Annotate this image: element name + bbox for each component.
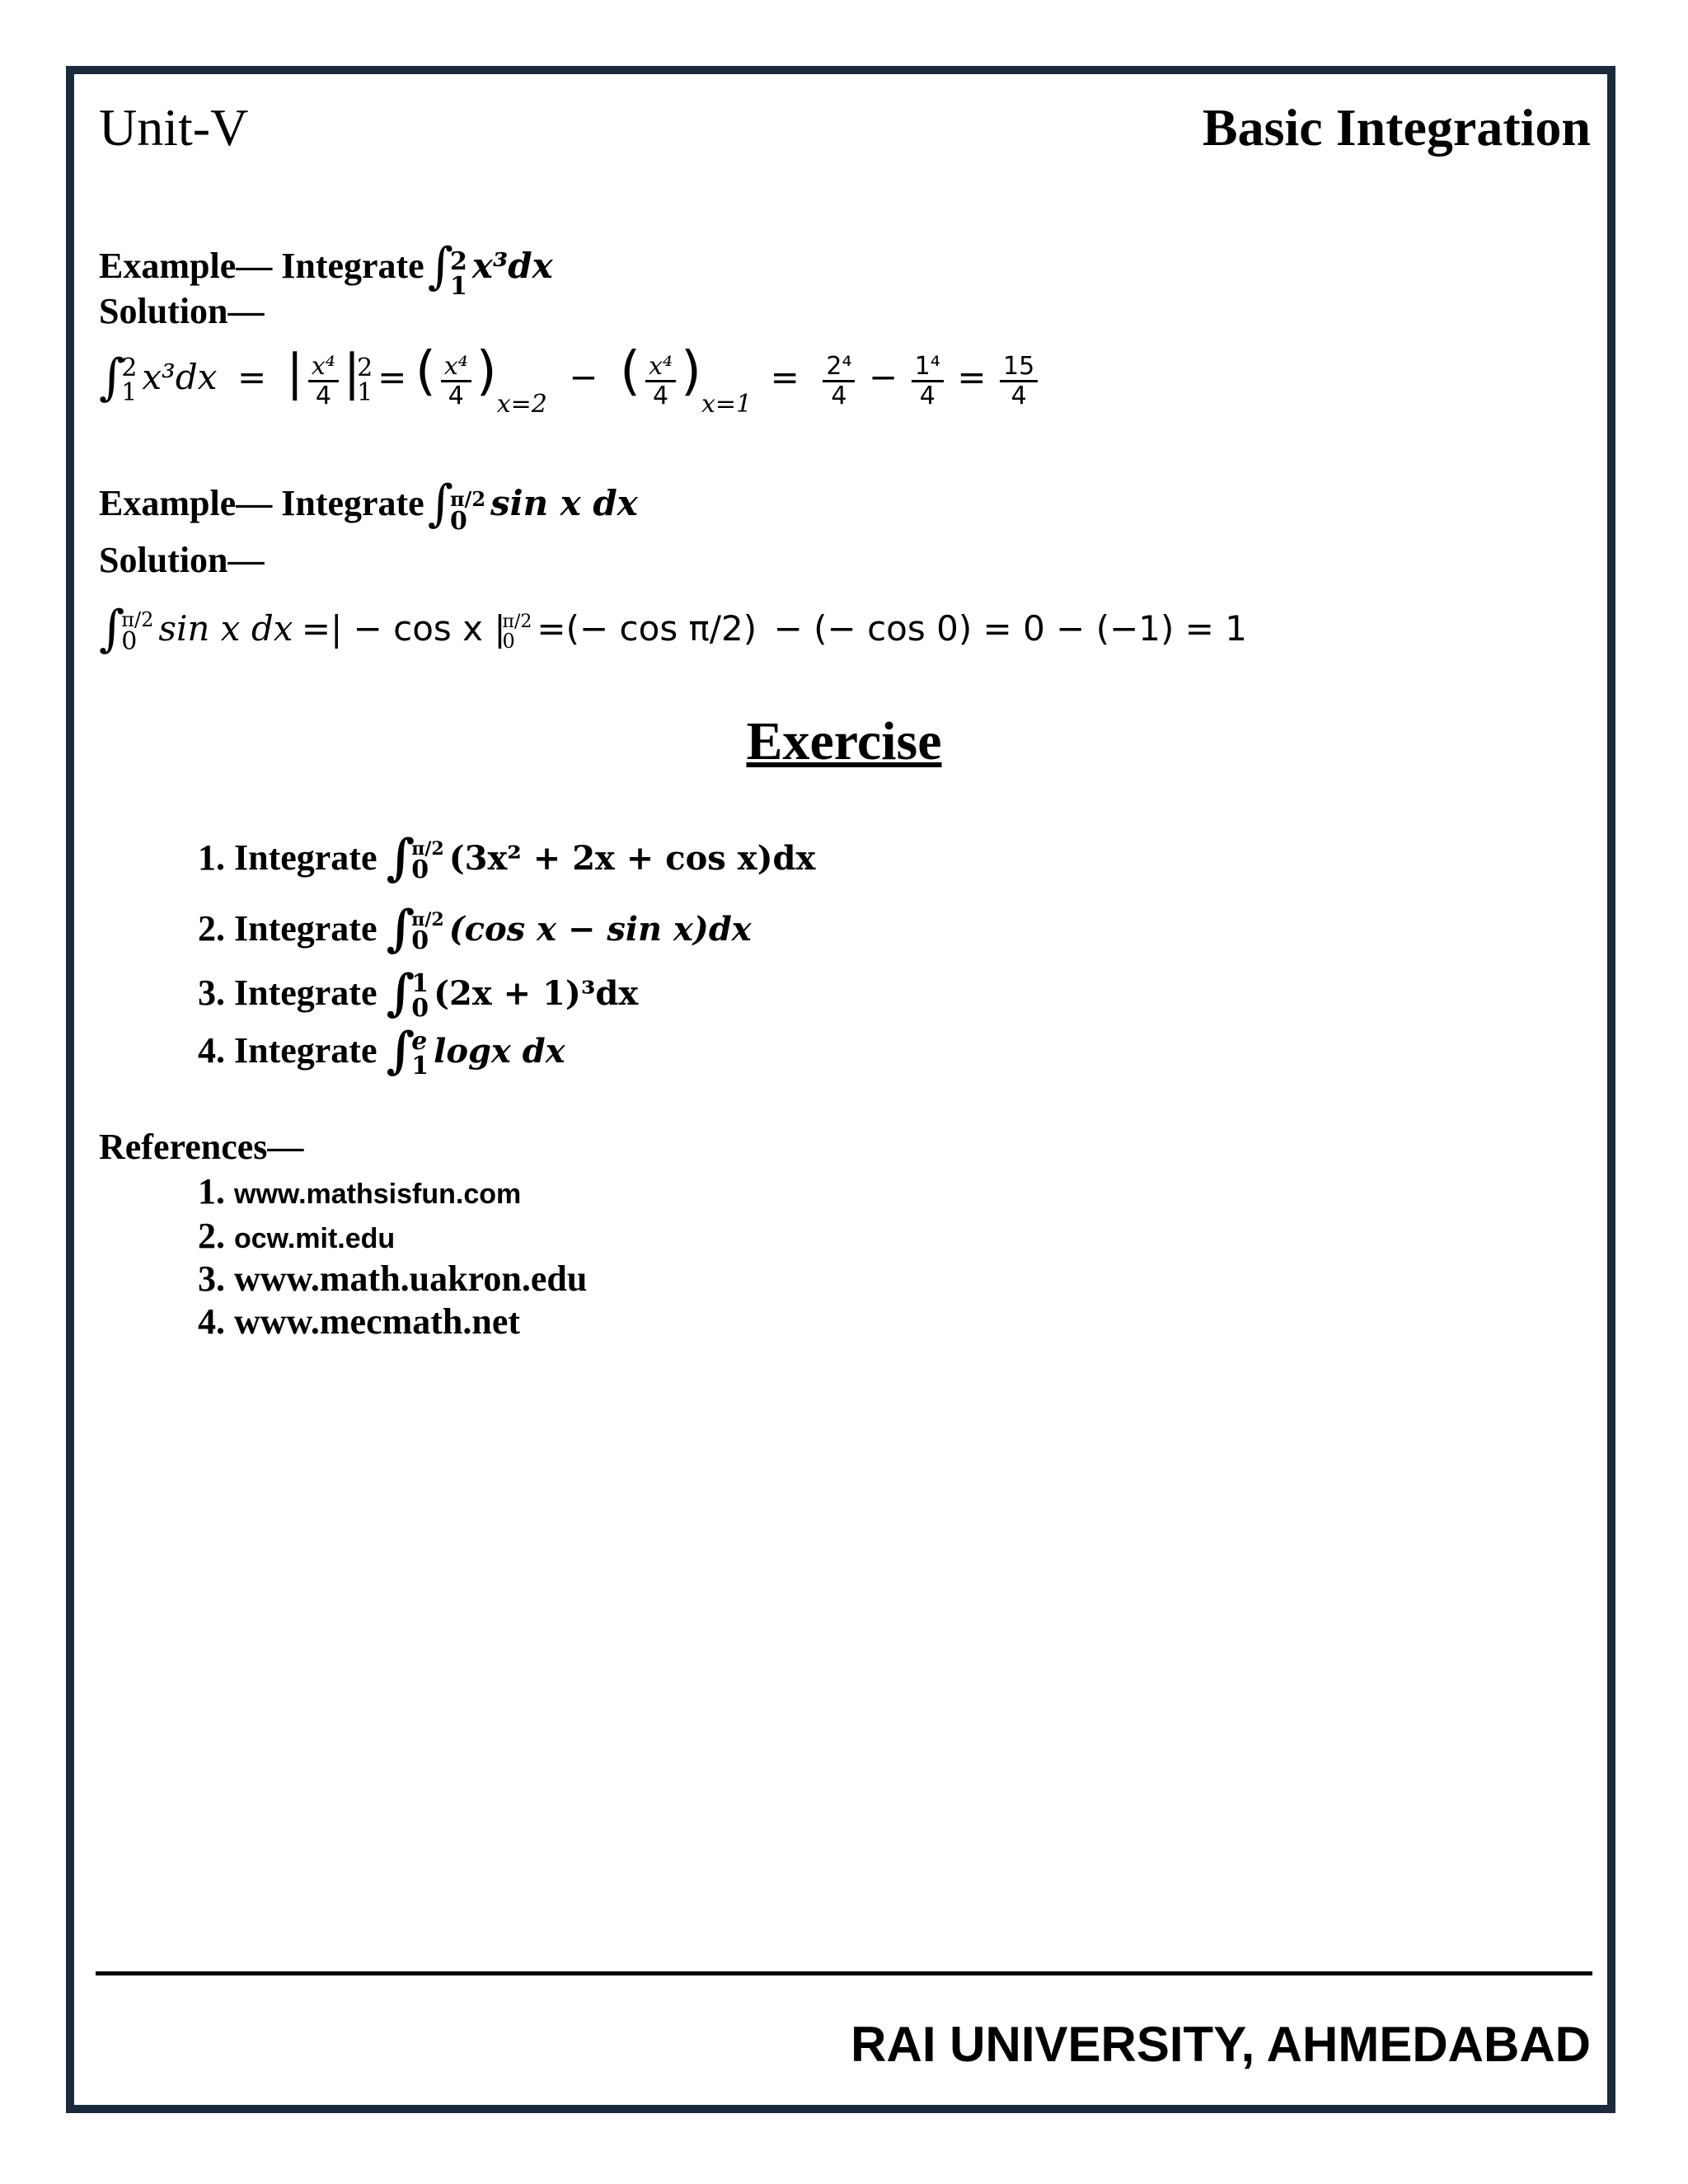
result: − (− cos 0) = 0 − (−1) = 1	[773, 608, 1248, 649]
upper-limit: e	[411, 1026, 428, 1056]
fraction	[441, 353, 471, 410]
example-1-label: Example— Integrate	[99, 246, 424, 286]
upper-limit: π/2	[502, 612, 532, 633]
integrand: logx dx	[434, 1032, 565, 1071]
item-number: 2.	[198, 908, 225, 949]
denominator: 4	[315, 381, 331, 410]
fraction	[645, 353, 676, 410]
fraction	[308, 353, 339, 410]
lower-limit: 1	[449, 272, 467, 302]
reference-item-1	[198, 1170, 521, 1212]
integral-sign: ∫	[99, 349, 125, 406]
fraction	[912, 353, 944, 410]
item-number: 2.	[198, 1216, 225, 1256]
integral-limits	[411, 837, 444, 884]
integrand: (cos x − sin x)dx	[448, 910, 752, 949]
equals: =	[237, 357, 267, 397]
item-label: Integrate	[234, 837, 377, 878]
denominator: 4	[831, 381, 847, 410]
upper-limit: 2	[449, 247, 467, 277]
integral-sign: ∫	[386, 829, 415, 887]
reference-link[interactable]: www.mecmath.net	[234, 1301, 521, 1342]
lower-limit: 0	[121, 627, 138, 657]
integrand: sin x dx	[490, 483, 638, 523]
equals: =	[377, 357, 407, 397]
integral-limits	[411, 908, 444, 955]
exercise-item-1	[198, 824, 816, 887]
example-1-solution-label: Solution—	[99, 291, 265, 331]
topic-title: Basic Integration	[1202, 98, 1591, 157]
lower-limit: 0	[449, 507, 467, 537]
reference-item-4	[198, 1301, 520, 1343]
numerator: x⁴	[645, 353, 676, 382]
reference-link[interactable]: ocw.mit.edu	[234, 1223, 396, 1254]
bar: |	[286, 344, 303, 401]
integrand: (2x + 1)³dx	[434, 974, 639, 1013]
paren: (	[415, 341, 436, 402]
integral-sign: ∫	[386, 900, 415, 958]
integral-sign: ∫	[427, 475, 453, 532]
eval-limits	[502, 612, 532, 654]
lower-limit: 1	[411, 1051, 429, 1080]
lower-limit: 0	[411, 855, 429, 884]
reference-item-2	[198, 1215, 395, 1257]
integrand: (3x² + 2x + cos x)dx	[448, 839, 816, 878]
exercise-item-3	[198, 959, 638, 1021]
equals: =	[770, 357, 799, 397]
integral-limits	[121, 608, 154, 657]
upper-limit: π/2	[449, 487, 486, 512]
item-number: 4.	[198, 1030, 225, 1071]
integrand: x³dx	[471, 246, 553, 286]
fraction	[823, 353, 855, 410]
integral-sign: ∫	[99, 600, 125, 658]
upper-limit: π/2	[121, 608, 154, 632]
lower-limit: 1	[121, 378, 138, 408]
lower-limit: 0	[411, 926, 429, 955]
evaluated-upper: (− cos π/2)	[565, 608, 757, 649]
reference-link[interactable]: www.math.uakron.edu	[234, 1258, 588, 1299]
subscript: x=1	[701, 390, 753, 419]
upper-limit: π/2	[411, 837, 444, 860]
example-2-solution-label: Solution—	[99, 540, 265, 580]
denominator: 4	[448, 381, 464, 410]
exercise-item-4	[198, 1017, 565, 1079]
item-number: 1.	[198, 837, 225, 878]
example-2-solution	[99, 595, 1248, 658]
numerator: 1⁴	[912, 353, 944, 382]
exercise-title: Exercise	[746, 711, 942, 771]
numerator: 2⁴	[823, 353, 855, 382]
item-number: 1.	[198, 1171, 225, 1212]
upper-limit: 2	[357, 354, 373, 383]
example-2-label: Example— Integrate	[99, 483, 424, 523]
example-2-heading	[99, 470, 638, 537]
item-number: 4.	[198, 1301, 225, 1342]
item-label: Integrate	[234, 972, 377, 1013]
references-title: References—	[99, 1127, 304, 1167]
paren: )	[476, 341, 497, 402]
minus: −	[868, 357, 898, 397]
denominator: 4	[1010, 381, 1027, 410]
reference-link[interactable]: www.mathsisfun.com	[234, 1179, 522, 1210]
item-number: 3.	[198, 1258, 225, 1299]
eval-limits	[357, 354, 373, 408]
integral-sign: ∫	[427, 237, 453, 295]
solution-lhs: x³dx	[142, 357, 218, 397]
equals: =	[957, 357, 987, 397]
footer-divider	[96, 1971, 1592, 1975]
antiderivative: =| − cos x |	[301, 608, 506, 649]
integral-sign: ∫	[386, 964, 415, 1022]
solution-lhs: sin x dx	[158, 608, 293, 649]
subscript: x=2	[496, 390, 547, 419]
upper-limit: 2	[121, 354, 138, 383]
equals: =	[537, 608, 566, 649]
fraction	[1000, 353, 1038, 410]
reference-item-3	[198, 1258, 587, 1300]
minus: −	[569, 357, 598, 397]
item-label: Integrate	[234, 1030, 377, 1071]
numerator: x⁴	[441, 353, 471, 382]
paren: (	[620, 341, 641, 402]
unit-label: Unit-V	[99, 98, 249, 157]
footer-institution: RAI UNIVERSITY, AHMEDABAD	[851, 2017, 1591, 2072]
bar: |	[343, 344, 361, 401]
integral-sign: ∫	[386, 1022, 415, 1080]
lower-limit: 1	[357, 378, 373, 408]
upper-limit: 1	[411, 968, 429, 998]
integral-limits	[449, 487, 486, 537]
numerator: 15	[1000, 353, 1038, 382]
upper-limit: π/2	[411, 908, 444, 930]
lower-limit: 0	[502, 630, 515, 654]
paren: )	[681, 341, 701, 402]
denominator: 4	[653, 381, 669, 410]
item-label: Integrate	[234, 908, 377, 949]
lower-limit: 0	[411, 993, 429, 1023]
example-1-solution	[99, 341, 1043, 419]
denominator: 4	[919, 381, 935, 410]
exercise-item-2	[198, 895, 752, 958]
item-number: 3.	[198, 972, 225, 1013]
numerator: x⁴	[308, 353, 339, 382]
